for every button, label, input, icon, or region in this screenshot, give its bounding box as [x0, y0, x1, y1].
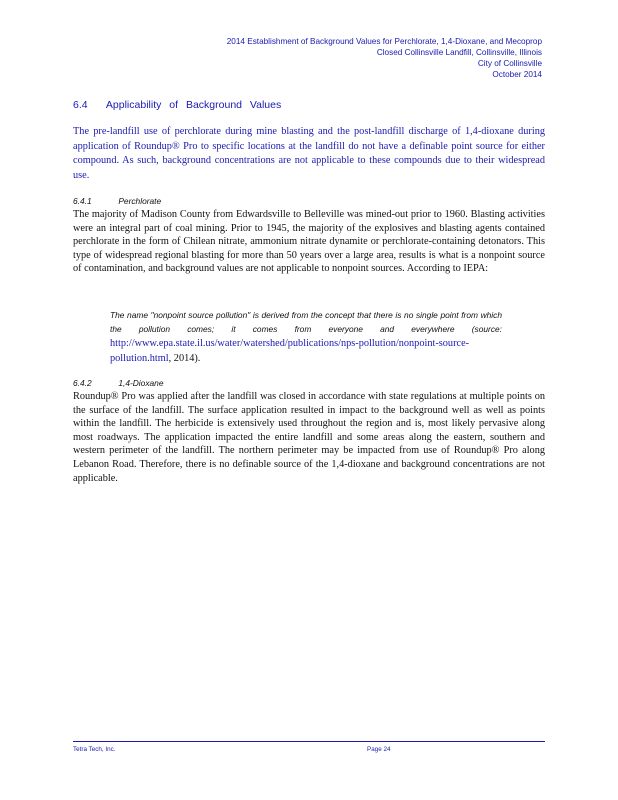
quote-tail: , 2014).	[168, 353, 201, 364]
quote-text: The name "nonpoint source pollution" is derived from the concept that there is no single point from which the pollution comes; it comes from everyone and everywhere (source:	[110, 310, 502, 334]
header-site: Closed Collinsville Landfill, Collinsville, Illinois	[376, 48, 542, 57]
footer-page-number: Page 24	[367, 746, 391, 753]
footer-divider	[73, 741, 545, 742]
section-number: 6.4	[73, 99, 88, 111]
subsection-heading-perchlorate	[73, 196, 161, 206]
section-heading	[73, 99, 553, 111]
page-header	[142, 36, 542, 80]
section-intro-paragraph: The pre-landfill use of perchlorate during mine blasting and the post-landfill discharge of 1,4-dioxane during application of Roundup® Pro to specific locations at the landfill do not have a definable point source for either compound. As such, background concentrations are not applicable to these compounds due to their widespread use.	[73, 126, 545, 181]
dioxane-paragraph: Roundup® Pro was applied after the landfill was closed in accordance with state regulations at multiple points on the surface of the landfill. The surface application resulted in impact to the background well as well as points within the landfill. The herbicide is extensively used throughout the region and is, most likely pervasive along most roadways. The application impacted the entire landfill and some areas along the eastern, southern and western perimeter of the landfill. The northern perimeter may be impacted from use of Roundup® Pro along Lebanon Road. Therefore, there is no definable source of the 1,4-dioxane and background concentrations are not applicable.	[73, 391, 545, 484]
subsection-number: 6.4.2	[73, 378, 92, 388]
subsection-heading-dioxane	[73, 378, 164, 388]
header-report-title: 2014 Establishment of Background Values for Perchlorate, 1,4-Dioxane, and Mecoprop	[226, 37, 542, 46]
iepa-quote	[110, 308, 502, 366]
perchlorate-paragraph: The majority of Madison County from Edwardsville to Belleville was mined-out prior to 1960. Blasting activities were an integral part of coal mining. Prior to 1945, the majority of the explosives and blasting agents contained perchlorate in the form of Chilean nitrate, ammonium nitrate dynamite or perchlorate-containing detonators. This type of widespread regional blasting for more than 50 years over a large area, results is what is a nonpoint source of contamination, and background values are not applicable to nonpoint sources. According to IEPA:	[73, 209, 545, 275]
subsection-title: Perchlorate	[118, 196, 162, 206]
section-title: Applicability of Background Values	[105, 99, 282, 111]
subsection-number: 6.4.1	[73, 196, 92, 206]
subsection-title: 1,4-Dioxane	[118, 378, 164, 388]
header-client: City of Collinsville	[477, 59, 542, 68]
footer-company: Tetra Tech, Inc.	[73, 746, 116, 753]
quote-source-link[interactable]: http://www.epa.state.il.us/water/watershed/publications/nps-pollution/nonpoint-source-pollution.html	[110, 338, 470, 364]
header-date: October 2014	[492, 70, 542, 79]
